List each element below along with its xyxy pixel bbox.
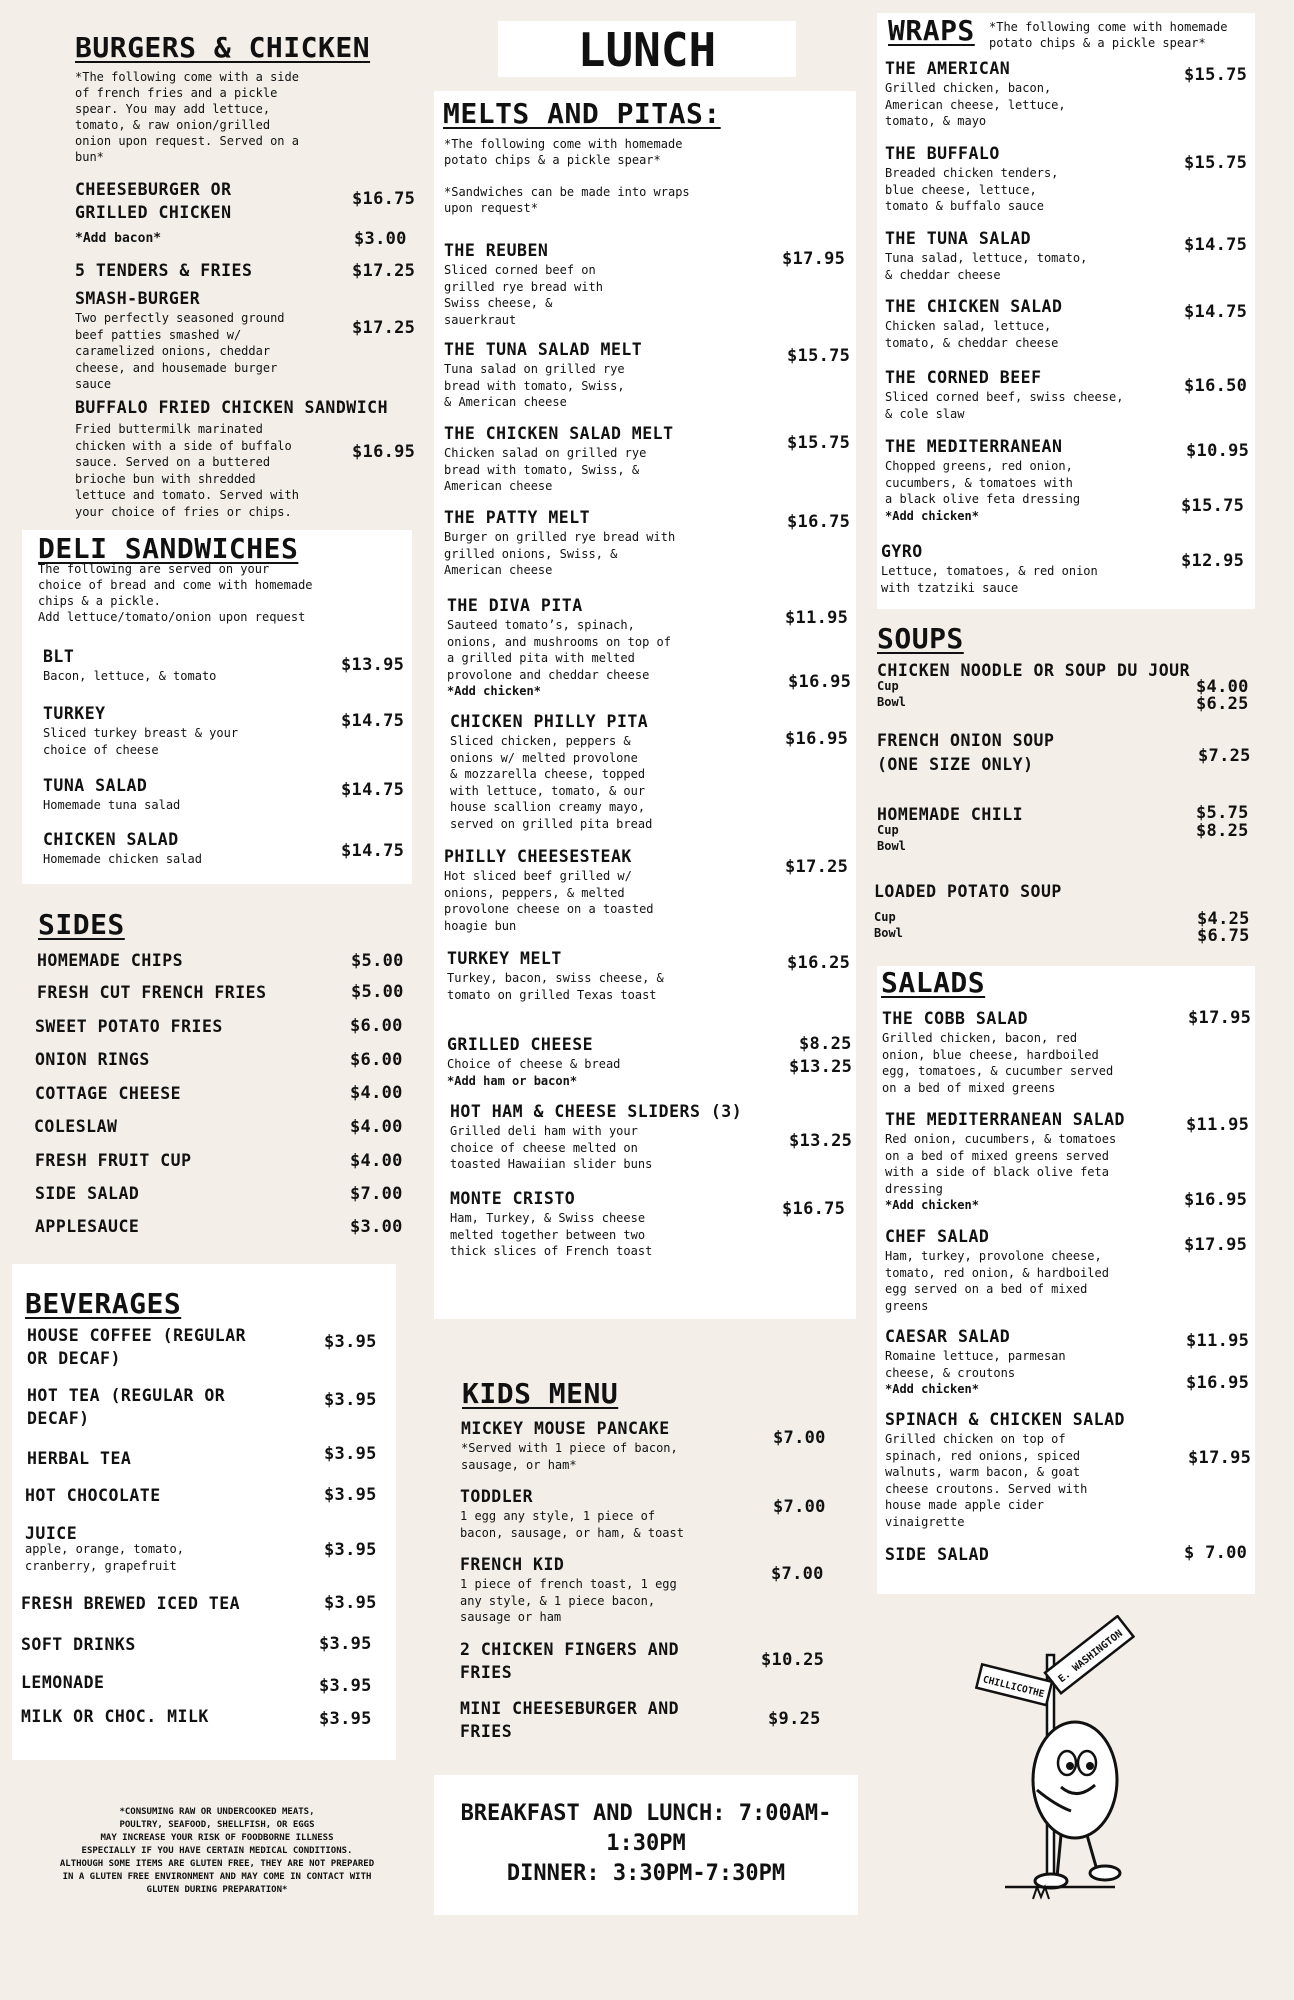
menu-item [35, 1215, 139, 1238]
item-description: Turkey, bacon, swiss cheese, & tomato on grilled Texas toast [447, 971, 664, 1002]
item-name: HOT TEA (REGULAR OR DECAF) [27, 1386, 226, 1428]
item-name: THE CHICKEN SALAD [885, 297, 1063, 316]
item-addon: *Add chicken* [447, 684, 541, 698]
item-price: $16.25 [787, 953, 851, 973]
menu-item [877, 659, 1190, 710]
item-description: Sliced corned beef on grilled rye bread with Swiss cheese, & sauerkraut [444, 263, 603, 327]
item-price: $10.95 [1186, 441, 1250, 461]
item-price: $11.95 [785, 608, 849, 628]
menu-item [444, 845, 654, 934]
item-description: Choice of cheese & bread [447, 1057, 621, 1071]
item-price: $12.95 [1181, 551, 1245, 571]
item-price: $7.00 [350, 1184, 403, 1204]
item-description: Lettuce, tomatoes, & red onion with tzatziki sauce [881, 564, 1098, 595]
item-name: 5 TENDERS & FRIES [75, 261, 253, 280]
bowl-label: Bowl [877, 839, 906, 853]
item-price: $17.95 [1188, 1008, 1252, 1028]
bowl-label: Bowl [874, 926, 903, 940]
item-price: $11.95 [1186, 1331, 1250, 1351]
item-price: $ 7.00 [1184, 1543, 1248, 1563]
menu-item [21, 1592, 240, 1615]
hours-box: BREAKFAST AND LUNCH: 7:00AM- 1:30PM DINNER: 3:30PM-7:30PM [434, 1775, 858, 1915]
item-name: MINI CHEESEBURGER AND FRIES [460, 1699, 680, 1741]
item-name: THE CHICKEN SALAD MELT [444, 424, 674, 443]
item-name: SIDE SALAD [885, 1545, 990, 1564]
item-description: *Served with 1 piece of bacon, sausage, or ham* [461, 1441, 678, 1472]
item-price: $4.00 [350, 1083, 403, 1103]
item-name: THE TUNA SALAD MELT [444, 340, 643, 359]
item-description: Sauteed tomato’s, spinach, onions, and mushrooms on top of a grilled pita with melted provolone and cheddar cheese [447, 618, 671, 682]
item-name: SOFT DRINKS [21, 1635, 136, 1654]
menu-item [885, 295, 1062, 351]
menu-item [75, 231, 161, 247]
item-price: $13.25 [789, 1131, 853, 1151]
cup-price: $4.25 [1197, 909, 1250, 929]
item-name: GRILLED CHEESE [447, 1035, 594, 1054]
item-name: FRENCH ONION SOUP (ONE SIZE ONLY) [877, 731, 1055, 774]
item-price: $14.75 [1184, 235, 1248, 255]
item-price: $17.25 [352, 318, 416, 338]
item-name: BLT [43, 647, 75, 666]
burgers-heading: BURGERS & CHICKEN [75, 31, 371, 64]
item-price: $5.00 [351, 982, 404, 1002]
item-addon-price: $15.75 [1181, 496, 1245, 516]
kids-section [462, 1377, 618, 1410]
item-price: $3.95 [324, 1540, 377, 1560]
sign-chillicothe: CHILLICOTHE [981, 1674, 1046, 1701]
beverages-heading: BEVERAGES [25, 1287, 182, 1320]
menu-item [460, 1697, 679, 1743]
soups-heading: SOUPS [877, 622, 964, 655]
item-description: Sliced chicken, peppers & onions w/ melted provolone & mozzarella cheese, topped with lettuce, tomato, & our house scallion creamy mayo, served on grilled pita bread [450, 734, 653, 831]
menu-item [444, 239, 603, 328]
item-name: HERBAL TEA [27, 1449, 132, 1468]
item-price: $6.00 [350, 1016, 403, 1036]
item-name: HOUSE COFFEE (REGULAR OR DECAF) [27, 1326, 247, 1368]
item-name: THE MEDITERRANEAN [885, 437, 1063, 456]
menu-item [882, 1007, 1113, 1096]
item-description: Chopped greens, red onion, cucumbers, & tomatoes with a black olive feta dressing [885, 459, 1081, 506]
item-price: $3.95 [324, 1444, 377, 1464]
item-price: $17.95 [1184, 1235, 1248, 1255]
item-name: FRESH CUT FRENCH FRIES [37, 983, 267, 1002]
item-price: $7.00 [771, 1564, 824, 1584]
item-name: THE BUFFALO [885, 144, 1000, 163]
item-name: THE AMERICAN [885, 59, 1011, 78]
item-price: $15.75 [1184, 65, 1248, 85]
menu-item [885, 1408, 1125, 1530]
item-addon-price: $16.95 [1186, 1373, 1250, 1393]
item-price: $15.75 [787, 346, 851, 366]
item-name: GYRO [881, 542, 923, 561]
item-price: $3.95 [324, 1485, 377, 1505]
item-name: COLESLAW [34, 1117, 118, 1136]
menu-item [35, 1015, 223, 1038]
item-price: $6.00 [350, 1050, 403, 1070]
item-description: Chicken salad, lettuce, tomato, & cheddar cheese [885, 319, 1059, 350]
menu-item [447, 947, 664, 1003]
item-name: MICKEY MOUSE PANCAKE [461, 1419, 670, 1438]
menu-item [27, 1384, 225, 1430]
item-price: $7.25 [1198, 746, 1251, 766]
item-price: $3.95 [324, 1332, 377, 1352]
item-price: $16.75 [782, 1199, 846, 1219]
item-description: 1 egg any style, 1 piece of bacon, sausage, or ham, & toast [460, 1509, 684, 1540]
menu-item [450, 1100, 742, 1173]
menu-item [21, 1705, 209, 1728]
item-name: JUICE [25, 1524, 78, 1543]
item-name: SWEET POTATO FRIES [35, 1017, 223, 1036]
wraps-section [888, 14, 975, 47]
menu-item [460, 1638, 679, 1684]
item-name: LEMONADE [21, 1673, 105, 1692]
item-description: Sliced turkey breast & your choice of cheese [43, 726, 239, 757]
menu-item [877, 729, 1054, 777]
item-name: 2 CHICKEN FINGERS AND FRIES [460, 1640, 680, 1682]
item-addon: *Add bacon* [75, 231, 162, 246]
menu-item [447, 1033, 620, 1089]
item-description: Romaine lettuce, parmesan cheese, & croutons [885, 1349, 1066, 1380]
soups-section [877, 622, 964, 655]
item-description: Sliced corned beef, swiss cheese, & cole slaw [885, 390, 1124, 421]
menu-item [43, 702, 238, 758]
item-name: CHEF SALAD [885, 1227, 990, 1246]
menu-item [25, 1484, 161, 1507]
item-name: THE COBB SALAD [882, 1009, 1029, 1028]
item-price: $16.75 [352, 189, 416, 209]
menu-item [27, 1324, 246, 1370]
item-name: MILK OR CHOC. MILK [21, 1707, 209, 1726]
menu-item [37, 949, 183, 972]
item-name: TODDLER [460, 1487, 534, 1506]
item-name: THE CORNED BEEF [885, 368, 1042, 387]
menu-item [35, 1082, 181, 1105]
item-description: Red onion, cucumbers, & tomatoes on a bed of mixed greens served with a side of black olive feta dressing [885, 1132, 1117, 1196]
item-name: THE DIVA PITA [447, 596, 583, 615]
item-name: BUFFALO FRIED CHICKEN SANDWICH [75, 398, 389, 417]
menu-item [43, 828, 202, 868]
wraps-heading: WRAPS [888, 14, 975, 47]
menu-item [885, 227, 1087, 283]
item-description: Breaded chicken tenders, blue cheese, lettuce, tomato & buffalo sauce [885, 166, 1059, 213]
menu-item [25, 1522, 184, 1574]
bowl-price: $6.75 [1197, 926, 1250, 946]
melts-note: *The following come with homemade potato chips & a pickle spear* *Sandwiches can be made into wraps upon request* [444, 137, 690, 215]
menu-item [885, 1543, 989, 1566]
item-price: $17.25 [352, 261, 416, 281]
menu-item [885, 366, 1123, 422]
menu-item [450, 710, 652, 832]
item-description: Hot sliced beef grilled w/ onions, peppers, & melted provolone cheese on a toasted hoagie bun [444, 869, 654, 933]
menu-item [444, 338, 642, 411]
item-name: TUNA SALAD [43, 776, 148, 795]
menu-item [460, 1553, 677, 1626]
menu-item [885, 57, 1066, 130]
item-name: HOMEMADE CHIPS [37, 951, 184, 970]
menu-item [27, 1447, 131, 1470]
melts-heading: MELTS AND PITAS: [443, 97, 721, 130]
item-addon-price: $16.95 [1184, 1190, 1248, 1210]
item-name: PHILLY CHEESESTEAK [444, 847, 632, 866]
bowl-label: Bowl [877, 695, 906, 709]
menu-item [37, 981, 267, 1004]
item-description: Ham, Turkey, & Swiss cheese melted together between two thick slices of French toast [450, 1211, 653, 1258]
item-description: Homemade tuna salad [43, 798, 181, 812]
item-price: $11.95 [1186, 1115, 1250, 1135]
burgers-note: *The following come with a side of french fries and a pickle spear. You may add lettuce, tomato, & raw onion/grilled onion upon request. Served on a bun* [75, 70, 299, 164]
salads-heading: SALADS [881, 966, 986, 999]
item-price: $14.75 [341, 780, 405, 800]
item-name: THE PATTY MELT [444, 508, 591, 527]
menu-item [874, 880, 1062, 941]
deli-heading: DELI SANDWICHES [38, 532, 299, 565]
item-name: SPINACH & CHICKEN SALAD [885, 1410, 1125, 1429]
wraps-note: *The following come with homemade potato chips & a pickle spear* [989, 20, 1228, 50]
menu-item [34, 1115, 117, 1138]
item-price: $7.00 [773, 1497, 826, 1517]
bowl-price: $6.25 [1196, 694, 1249, 714]
item-addon: *Add chicken* [885, 1198, 979, 1212]
item-name: FRENCH KID [460, 1555, 565, 1574]
sides-section [38, 908, 125, 941]
item-description: Bacon, lettuce, & tomato [43, 669, 217, 683]
menu-item [75, 287, 365, 393]
item-name: TURKEY MELT [447, 949, 562, 968]
item-price: $9.25 [768, 1709, 821, 1729]
menu-item [460, 1485, 684, 1541]
menu-item [885, 1108, 1125, 1213]
item-description: Ham, turkey, provolone cheese, tomato, red onion, & hardboiled egg served on a bed of mixed greens [885, 1249, 1109, 1313]
menu-item [75, 178, 232, 224]
item-name: CHICKEN PHILLY PITA [450, 712, 649, 731]
menu-item [35, 1149, 192, 1172]
menu-item [447, 594, 671, 699]
item-description: Tuna salad, lettuce, tomato, & cheddar cheese [885, 251, 1088, 282]
item-price: $5.00 [351, 951, 404, 971]
item-name: HOT CHOCOLATE [25, 1486, 161, 1505]
item-description: Fried buttermilk marinated chicken with a side of buffalo sauce. Served on a buttered brioche bun with shredded lettuce and tomato. Served with your choice of fries or chips. [75, 422, 299, 519]
item-price: $16.50 [1184, 376, 1248, 396]
cup-label: Cup [877, 679, 899, 693]
menu-item [43, 645, 216, 685]
menu-item [450, 1187, 652, 1260]
menu-item [21, 1671, 104, 1694]
menu-item [885, 1325, 1066, 1397]
menu-item [35, 1182, 139, 1205]
item-name: ONION RINGS [35, 1050, 150, 1069]
item-name: APPLESAUCE [35, 1217, 140, 1236]
item-price: $14.75 [341, 711, 405, 731]
menu-item [885, 435, 1080, 524]
item-description: 1 piece of french toast, 1 egg any style, & 1 piece bacon, sausage or ham [460, 1577, 677, 1624]
item-name: MONTE CRISTO [450, 1189, 576, 1208]
beverages-section [25, 1287, 181, 1320]
item-price: $3.95 [324, 1593, 377, 1613]
item-name: FRESH BREWED ICED TEA [21, 1594, 241, 1613]
item-price: $3.95 [319, 1709, 372, 1729]
egg-mascot-illustration [975, 1615, 1135, 1915]
menu-item [885, 1225, 1109, 1314]
item-price: $13.95 [341, 655, 405, 675]
item-addon: *Add chicken* [885, 1382, 979, 1396]
menu-item [75, 259, 252, 282]
item-description: Tuna salad on grilled rye bread with tomato, Swiss, & American cheese [444, 362, 625, 409]
item-price: $16.95 [352, 442, 416, 462]
item-description: Chicken salad on grilled rye bread with tomato, Swiss, & American cheese [444, 446, 647, 493]
item-price: $4.00 [350, 1151, 403, 1171]
item-addon: *Add chicken* [885, 508, 979, 523]
egg-mascot-icon [975, 1615, 1135, 1915]
menu-item [35, 1048, 150, 1071]
sides-heading: SIDES [38, 908, 125, 941]
item-price: $3.95 [324, 1390, 377, 1410]
item-name: LOADED POTATO SOUP [874, 882, 1062, 901]
item-description: apple, orange, tomato, cranberry, grapefruit [25, 1542, 184, 1573]
item-name: THE MEDITERRANEAN SALAD [885, 1110, 1125, 1129]
melts-section [443, 97, 721, 130]
kids-heading: KIDS MENU [462, 1377, 619, 1410]
item-description: Two perfectly seasoned ground beef patties smashed w/ caramelized onions, cheddar cheese, and housemade burger sauce [75, 311, 285, 391]
item-price: $3.00 [350, 1217, 403, 1237]
menu-item [881, 540, 1098, 596]
menu-item [877, 803, 1023, 854]
item-description: Grilled chicken, bacon, red onion, blue cheese, hardboiled egg, tomatoes, & cucumber served on a bed of mixed greens [882, 1031, 1114, 1095]
cup-price: $4.00 [1196, 677, 1249, 697]
item-name: HOMEMADE CHILI [877, 805, 1024, 824]
item-price: $3.95 [319, 1634, 372, 1654]
food-safety-disclaimer: *CONSUMING RAW OR UNDERCOOKED MEATS, POULTRY, SEAFOOD, SHELLFISH, OR EGGS MAY INCREASE YOUR RISK OF FOODBORNE ILLNESS ESPECIALLY IF YOU HAVE CERTAIN MEDICAL CONDITIONS. ALTHOUGH SOME ITEMS ARE GLUTEN FREE, THEY ARE NOT PREPARED IN A GLUTEN FREE ENVIRONMENT AND MAY COME IN CONTACT WITH GLUTEN DURING PREPARATION* [59, 1807, 375, 1895]
item-price: $3.95 [319, 1676, 372, 1696]
item-price: $15.75 [1184, 153, 1248, 173]
cup-price: $5.75 [1196, 803, 1249, 823]
deli-note: The following are served on your choice of bread and come with homemade chips & a pickle. Add lettuce/tomato/onion upon request [38, 562, 313, 624]
menu-item [885, 142, 1058, 215]
item-name: HOT HAM & CHEESE SLIDERS (3) [450, 1102, 743, 1121]
burgers-section [75, 31, 370, 64]
item-name: SIDE SALAD [35, 1184, 140, 1203]
salads-section [881, 966, 985, 999]
item-price: $3.00 [354, 229, 407, 249]
menu-item [43, 774, 180, 814]
item-price: $14.75 [1184, 302, 1248, 322]
item-name: CHICKEN NOODLE OR SOUP DU JOUR [877, 661, 1191, 680]
item-price: $16.95 [785, 729, 849, 749]
item-description: Homemade chicken salad [43, 852, 202, 866]
item-price: $14.75 [341, 841, 405, 861]
menu-item [21, 1633, 136, 1656]
item-name: THE REUBEN [444, 241, 549, 260]
item-price: $17.95 [782, 249, 846, 269]
item-price: $16.75 [787, 512, 851, 532]
item-name: CAESAR SALAD [885, 1327, 1011, 1346]
cup-label: Cup [874, 910, 896, 924]
item-price: $10.25 [761, 1650, 825, 1670]
item-addon-price: $13.25 [789, 1057, 853, 1077]
menu-item [461, 1417, 678, 1473]
menu-item [444, 506, 675, 579]
item-addon-price: $16.95 [788, 672, 852, 692]
item-addon: *Add ham or bacon* [447, 1073, 578, 1088]
item-name: CHEESEBURGER OR GRILLED CHICKEN [75, 180, 232, 222]
bowl-price: $8.25 [1196, 821, 1249, 841]
item-price: $17.25 [785, 857, 849, 877]
item-name: COTTAGE CHEESE [35, 1084, 182, 1103]
item-name: SMASH-BURGER [75, 289, 201, 308]
item-name: CHICKEN SALAD [43, 830, 179, 849]
item-price: $4.00 [350, 1117, 403, 1137]
item-description: Grilled chicken, bacon, American cheese, lettuce, tomato, & mayo [885, 81, 1066, 128]
sign-washington: E. WASHINGTON [1056, 1628, 1126, 1686]
item-price: $7.00 [773, 1428, 826, 1448]
item-name: THE TUNA SALAD [885, 229, 1032, 248]
item-price: $17.95 [1188, 1448, 1252, 1468]
page-title: LUNCH [498, 21, 796, 77]
item-price: $8.25 [799, 1034, 852, 1054]
item-description: Grilled chicken on top of spinach, red onions, spiced walnuts, warm bacon, & goat cheese croutons. Served with house made apple cider vinaigrette [885, 1432, 1088, 1529]
item-price: $15.75 [787, 433, 851, 453]
item-name: TURKEY [43, 704, 106, 723]
cup-label: Cup [877, 823, 899, 837]
menu-item [444, 422, 674, 495]
item-description: Burger on grilled rye bread with grilled onions, Swiss, & American cheese [444, 530, 676, 577]
item-name: FRESH FRUIT CUP [35, 1151, 192, 1170]
item-description: Grilled deli ham with your choice of cheese melted on toasted Hawaiian slider buns [450, 1124, 653, 1171]
